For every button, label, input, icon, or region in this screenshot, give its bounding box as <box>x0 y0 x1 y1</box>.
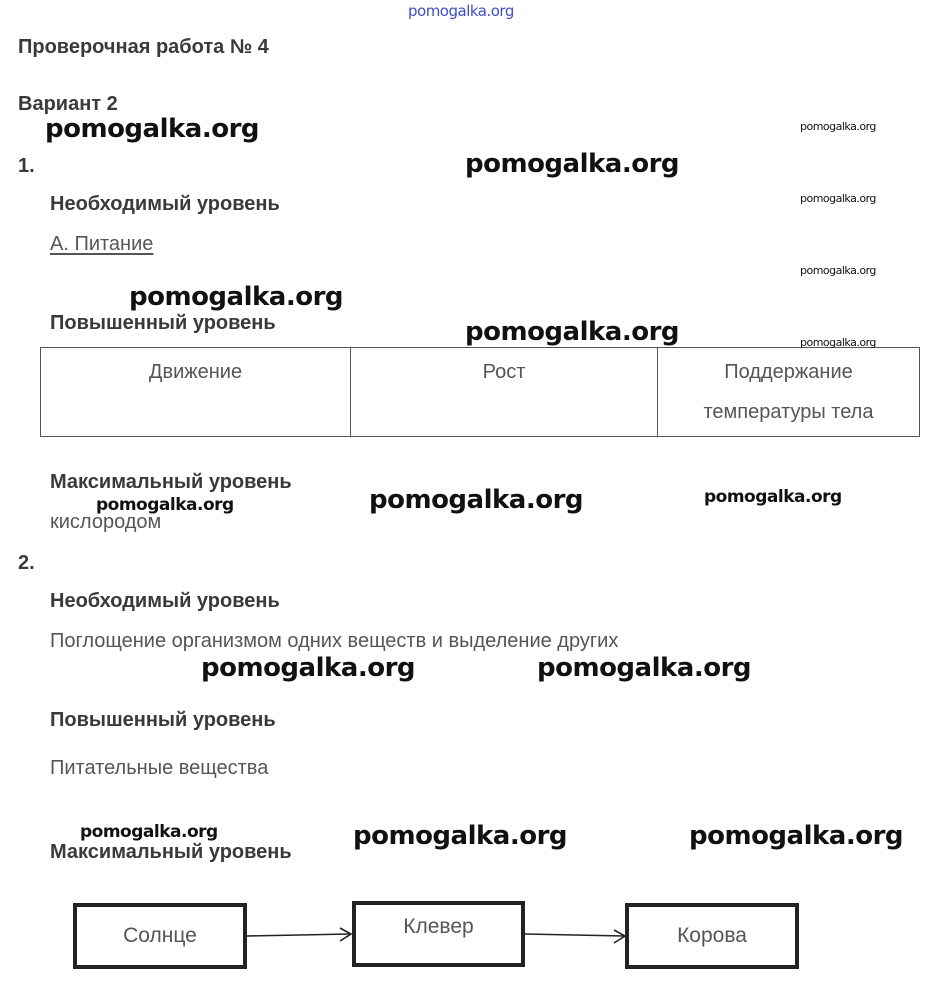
task2-max-label: Максимальный уровень <box>50 841 292 863</box>
watermark: pomogalka.org <box>80 822 218 842</box>
watermark: pomogalka.org <box>704 487 842 507</box>
watermark: pomogalka.org <box>800 336 876 349</box>
watermark: pomogalka.org <box>800 192 876 205</box>
watermark-top: pomogalka.org <box>408 2 514 20</box>
watermark: pomogalka.org <box>465 149 680 179</box>
table-cell-movement: Движение <box>41 348 351 437</box>
variant-title: Вариант 2 <box>18 93 118 115</box>
watermark: pomogalka.org <box>465 317 680 347</box>
task1-max-answer: кислородом <box>50 511 162 533</box>
task2-basic-label: Необходимый уровень <box>50 590 280 612</box>
arrow-clover-cow <box>525 934 624 936</box>
arrow-sun-clover <box>247 934 350 936</box>
watermark: pomogalka.org <box>369 485 584 515</box>
task2-advanced-label: Повышенный уровень <box>50 709 276 731</box>
watermark: pomogalka.org <box>201 653 416 683</box>
chain-box-sun-label: Солнце <box>123 924 197 947</box>
task1-number: 1. <box>18 155 35 177</box>
watermark: pomogalka.org <box>800 120 876 133</box>
page-title: Проверочная работа № 4 <box>18 36 269 58</box>
watermark: pomogalka.org <box>537 653 752 683</box>
watermark: pomogalka.org <box>96 495 234 515</box>
watermark: pomogalka.org <box>800 264 876 277</box>
task1-basic-answer: А. Питание <box>50 233 154 255</box>
table-cell-growth: Рост <box>351 348 658 437</box>
chain-box-clover-label: Клевер <box>403 915 474 938</box>
task1-advanced-label: Повышенный уровень <box>50 312 276 334</box>
watermark: pomogalka.org <box>353 821 568 851</box>
task2-basic-answer: Поглощение организмом одних веществ и выделение других <box>50 630 619 652</box>
watermark: pomogalka.org <box>129 282 344 312</box>
watermark: pomogalka.org <box>45 114 260 144</box>
table-cell-temperature-text: Поддержание температуры тела <box>703 361 874 423</box>
watermark: pomogalka.org <box>689 821 904 851</box>
chain-box-cow-label: Корова <box>677 924 747 947</box>
task2-number: 2. <box>18 552 35 574</box>
task2-advanced-answer: Питательные вещества <box>50 757 269 779</box>
task1-basic-label: Необходимый уровень <box>50 193 280 215</box>
task1-max-label: Максимальный уровень <box>50 471 292 493</box>
